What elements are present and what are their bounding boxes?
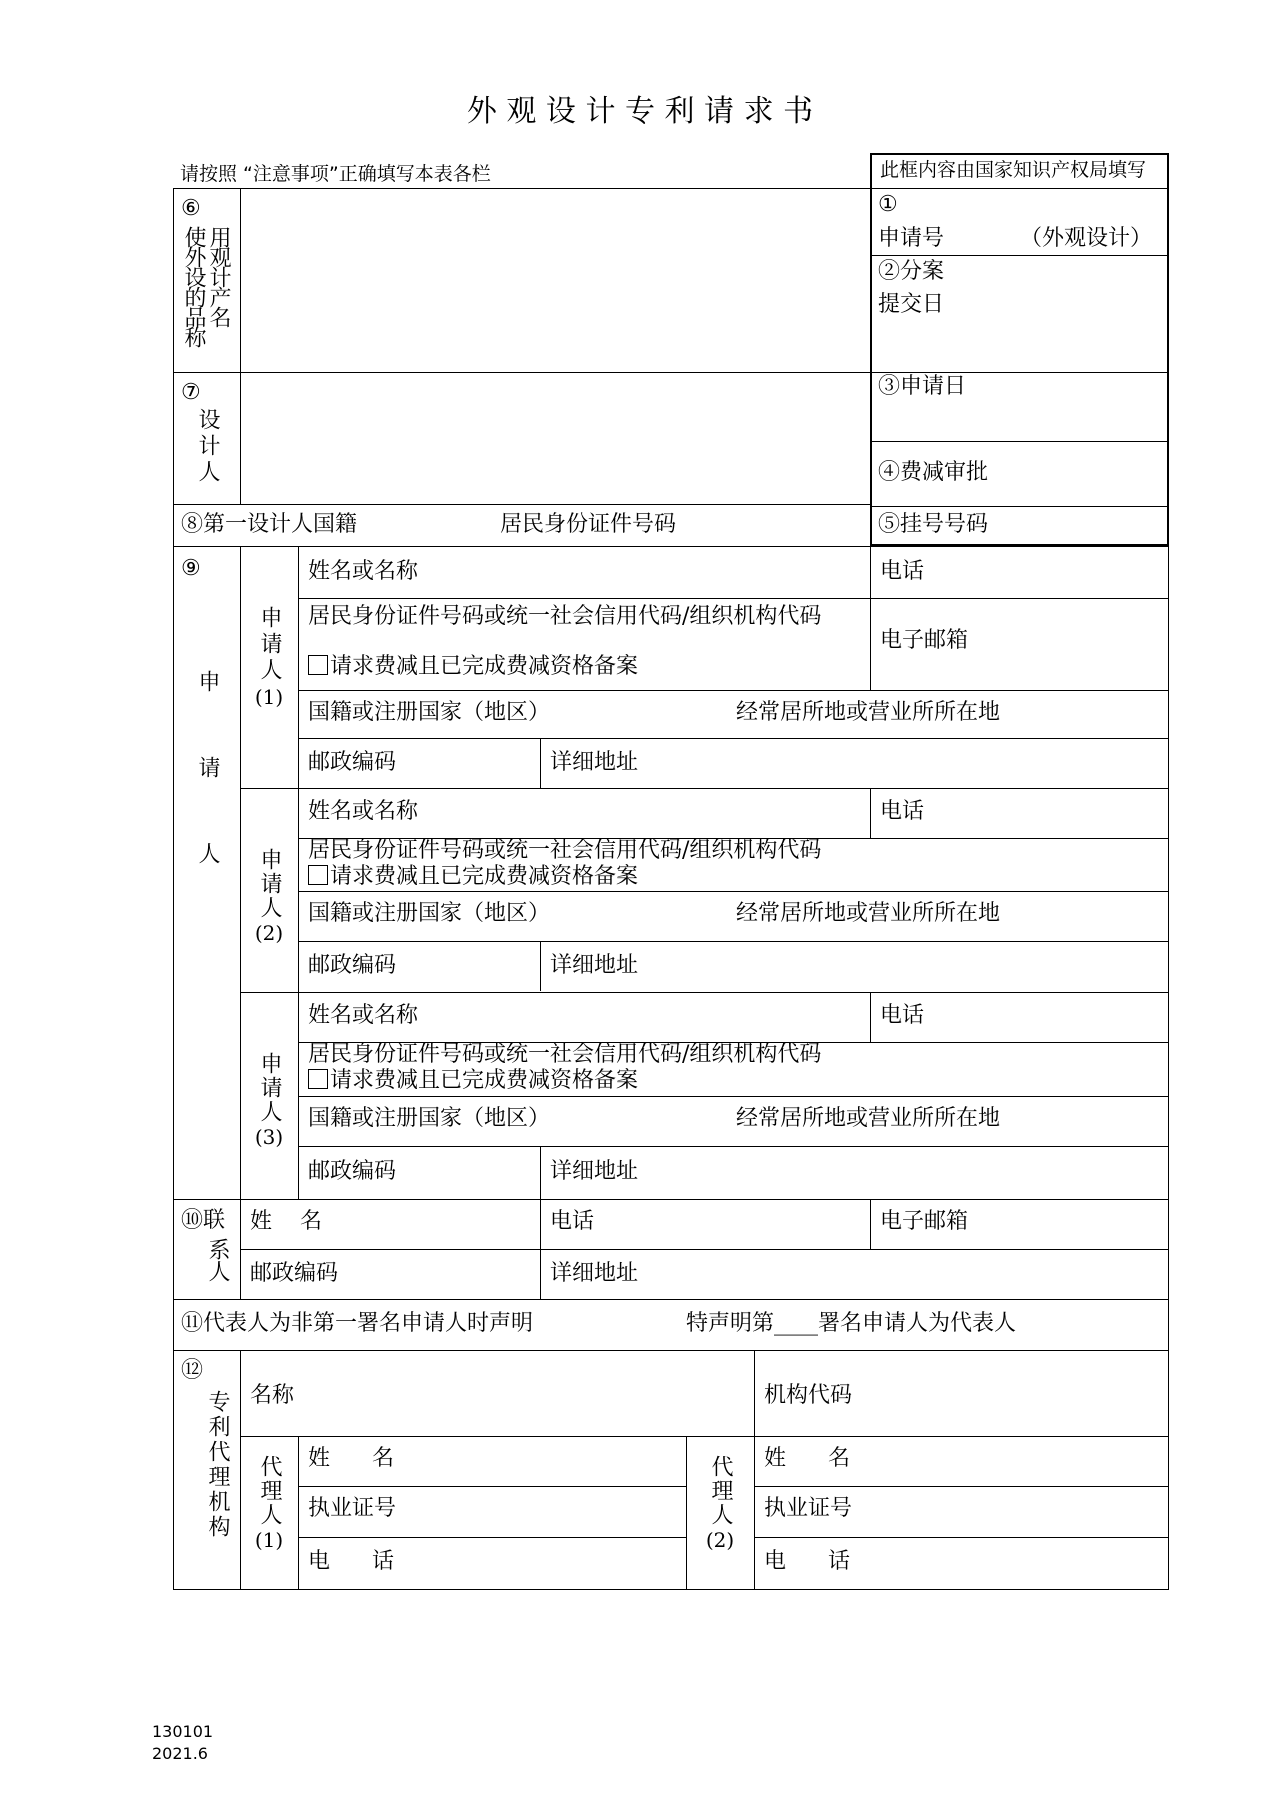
product-label xyxy=(181,226,205,346)
agent-1-name-label: 姓 名 xyxy=(308,1446,394,1471)
divider xyxy=(540,1146,541,1199)
applicant-2-address-label: 详细地址 xyxy=(550,953,639,978)
designer-num: ⑦ xyxy=(181,380,201,405)
agent-1-side xyxy=(252,1455,286,1553)
divider xyxy=(298,690,1169,691)
office-use-box xyxy=(870,153,1169,546)
applicant-3-country-label: 国籍或注册国家（地区） xyxy=(308,1106,551,1131)
divider xyxy=(870,1199,871,1249)
applicant-2-postcode-label: 邮政编码 xyxy=(308,953,397,978)
fee-reduction-checkbox[interactable] xyxy=(308,655,328,675)
contact-postcode-label: 邮政编码 xyxy=(250,1261,339,1286)
divider xyxy=(173,504,870,505)
divider xyxy=(298,546,299,1199)
designer-label-wrap xyxy=(194,408,220,486)
representative-statement: 特声明第____署名申请人为代表人 xyxy=(686,1311,1017,1336)
divider xyxy=(540,738,541,788)
applicant-3-side-label: 申请人 xyxy=(257,1052,282,1124)
divider xyxy=(870,992,871,1042)
office-header: 此框内容由国家知识产权局填写 xyxy=(880,159,1147,181)
divider xyxy=(686,1436,687,1590)
product-label-col2: 用观计产名 xyxy=(206,226,231,326)
agent-2-side xyxy=(703,1455,737,1553)
divider xyxy=(173,1199,1169,1200)
applicant-3-id-label: 居民身份证件号码或统一社会信用代码/组织机构代码 xyxy=(308,1042,822,1067)
nationality-label: ⑧第一设计人国籍 xyxy=(181,512,358,537)
designer-input[interactable] xyxy=(242,374,868,502)
applicant-1-id-label: 居民身份证件号码或统一社会信用代码/组织机构代码 xyxy=(308,604,822,629)
applicant-1-fee-checkbox-row[interactable] xyxy=(308,654,638,680)
divider xyxy=(754,1486,1169,1487)
representative-label: ⑪代表人为非第一署名申请人时声明 xyxy=(181,1311,534,1336)
applicant-section-num: ⑨ xyxy=(181,556,201,581)
form-code: 130101 xyxy=(152,1722,214,1741)
applicant-2-side xyxy=(252,848,286,946)
applicant-1-country-label: 国籍或注册国家（地区） xyxy=(308,700,551,725)
applicant-1-phone-label: 电话 xyxy=(880,559,925,584)
contact-label-wrap xyxy=(204,1238,230,1282)
applicant-3-index: (3) xyxy=(254,1125,284,1149)
office-f1-num: ① xyxy=(878,192,898,217)
contact-num: ⑩联 xyxy=(181,1208,226,1233)
product-num: ⑥ xyxy=(181,196,201,221)
divider xyxy=(173,372,870,373)
office-f3-label: ③申请日 xyxy=(878,374,967,399)
applicant-1-index: (1) xyxy=(254,685,284,709)
divider xyxy=(754,1436,755,1590)
applicant-1-side xyxy=(252,606,286,710)
divider xyxy=(173,1350,1169,1351)
applicant-3-fee-checkbox-row[interactable] xyxy=(308,1068,638,1094)
applicant-2-name-label: 姓名或名称 xyxy=(308,799,419,824)
instruction-text: 请按照 “注意事项”正确填写本表各栏 xyxy=(180,163,491,185)
fee-reduction-checkbox[interactable] xyxy=(308,1069,328,1089)
designer-id-label: 居民身份证件号码 xyxy=(500,512,677,537)
applicant-1-residence-label: 经常居所地或营业所所在地 xyxy=(736,700,1001,725)
applicant-3-name-label: 姓名或名称 xyxy=(308,1003,419,1028)
applicant-3-residence-label: 经常居所地或营业所所在地 xyxy=(736,1106,1001,1131)
contact-address-label: 详细地址 xyxy=(550,1261,639,1286)
divider xyxy=(298,1537,686,1538)
divider xyxy=(754,1350,755,1436)
applicant-2-fee-label: 请求费减且已完成费减资格备案 xyxy=(330,864,639,889)
divider xyxy=(298,1436,299,1590)
agent-2-side-label: 代理人 xyxy=(708,1455,733,1527)
agent-1-phone-label: 电 话 xyxy=(308,1549,394,1574)
divider xyxy=(240,188,241,504)
divider xyxy=(240,546,241,1199)
applicant-1-email-label: 电子邮箱 xyxy=(880,628,969,653)
divider xyxy=(870,255,1169,256)
applicant-2-side-label: 申请人 xyxy=(257,848,282,920)
divider xyxy=(240,1249,1169,1250)
applicant-3-fee-label: 请求费减且已完成费减资格备案 xyxy=(330,1068,639,1093)
agency-label: 专利代理机构 xyxy=(205,1390,230,1540)
agent-2-name-label: 姓 名 xyxy=(764,1446,850,1471)
office-f5-label: ⑤挂号号码 xyxy=(878,512,989,537)
divider xyxy=(298,891,1169,892)
divider xyxy=(298,941,1169,942)
agent-1-license-label: 执业证号 xyxy=(308,1496,397,1521)
divider xyxy=(298,1486,686,1487)
divider xyxy=(298,738,1169,739)
office-f1-label: 申请号 xyxy=(878,226,945,251)
product-label-2 xyxy=(206,226,230,326)
product-name-input[interactable] xyxy=(242,190,868,370)
applicant-1-fee-label: 请求费减且已完成费减资格备案 xyxy=(330,654,639,679)
applicant-3-address-label: 详细地址 xyxy=(550,1159,639,1184)
agency-name-label: 名称 xyxy=(250,1383,295,1408)
product-label-col1: 使外设的品称 xyxy=(181,226,206,346)
contact-phone-label: 电话 xyxy=(550,1209,595,1234)
divider xyxy=(240,1436,1169,1437)
agent-2-index: (2) xyxy=(705,1528,735,1552)
agency-num: ⑫ xyxy=(181,1358,204,1383)
divider xyxy=(754,1537,1169,1538)
divider xyxy=(173,1299,1169,1300)
office-f1-note: （外观设计） xyxy=(1020,226,1153,251)
applicant-2-index: (2) xyxy=(254,921,284,945)
divider xyxy=(298,598,1169,599)
applicant-2-phone-label: 电话 xyxy=(880,799,925,824)
agency-label-wrap xyxy=(204,1390,230,1540)
contact-email-label: 电子邮箱 xyxy=(880,1209,969,1234)
form-version: 2021.6 xyxy=(152,1744,208,1763)
applicant-3-side xyxy=(252,1052,286,1150)
divider xyxy=(173,546,1169,547)
fee-reduction-checkbox[interactable] xyxy=(308,865,328,885)
contact-name-label: 姓 名 xyxy=(250,1209,322,1234)
divider xyxy=(870,372,1169,373)
divider xyxy=(870,188,1169,189)
applicant-1-address-label: 详细地址 xyxy=(550,750,639,775)
divider xyxy=(240,788,1169,789)
applicant-2-fee-checkbox-row[interactable] xyxy=(308,864,638,890)
applicant-1-postcode-label: 邮政编码 xyxy=(308,750,397,775)
contact-label: 系人 xyxy=(205,1238,230,1282)
agent-1-side-label: 代理人 xyxy=(257,1455,282,1527)
divider xyxy=(870,441,1169,442)
divider xyxy=(870,506,1169,507)
applicant-2-id-label: 居民身份证件号码或统一社会信用代码/组织机构代码 xyxy=(308,838,822,863)
office-f2-label: ②分案 xyxy=(878,259,945,284)
divider xyxy=(870,546,871,690)
office-f2-label2: 提交日 xyxy=(878,292,945,317)
applicant-2-country-label: 国籍或注册国家（地区） xyxy=(308,901,551,926)
divider xyxy=(870,788,871,838)
applicant-3-postcode-label: 邮政编码 xyxy=(308,1159,397,1184)
agency-org-code-label: 机构代码 xyxy=(764,1383,853,1408)
divider xyxy=(540,941,541,991)
divider xyxy=(240,1350,241,1590)
agent-2-phone-label: 电 话 xyxy=(764,1549,850,1574)
divider xyxy=(298,1096,1169,1097)
agent-2-license-label: 执业证号 xyxy=(764,1496,853,1521)
office-f4-label: ④费减审批 xyxy=(878,460,989,485)
applicant-section-label: 申请人 xyxy=(195,670,220,928)
applicant-3-phone-label: 电话 xyxy=(880,1003,925,1028)
divider xyxy=(240,992,1169,993)
applicant-2-residence-label: 经常居所地或营业所所在地 xyxy=(736,901,1001,926)
form-title: 外 观 设 计 专 利 请 求 书 xyxy=(466,94,814,129)
applicant-1-side-label: 申请人 xyxy=(257,606,282,684)
divider xyxy=(298,1146,1169,1147)
applicant-section-label-wrap xyxy=(194,670,220,928)
agent-1-index: (1) xyxy=(254,1528,284,1552)
applicant-1-name-label: 姓名或名称 xyxy=(308,559,419,584)
designer-label: 设计人 xyxy=(195,408,220,486)
